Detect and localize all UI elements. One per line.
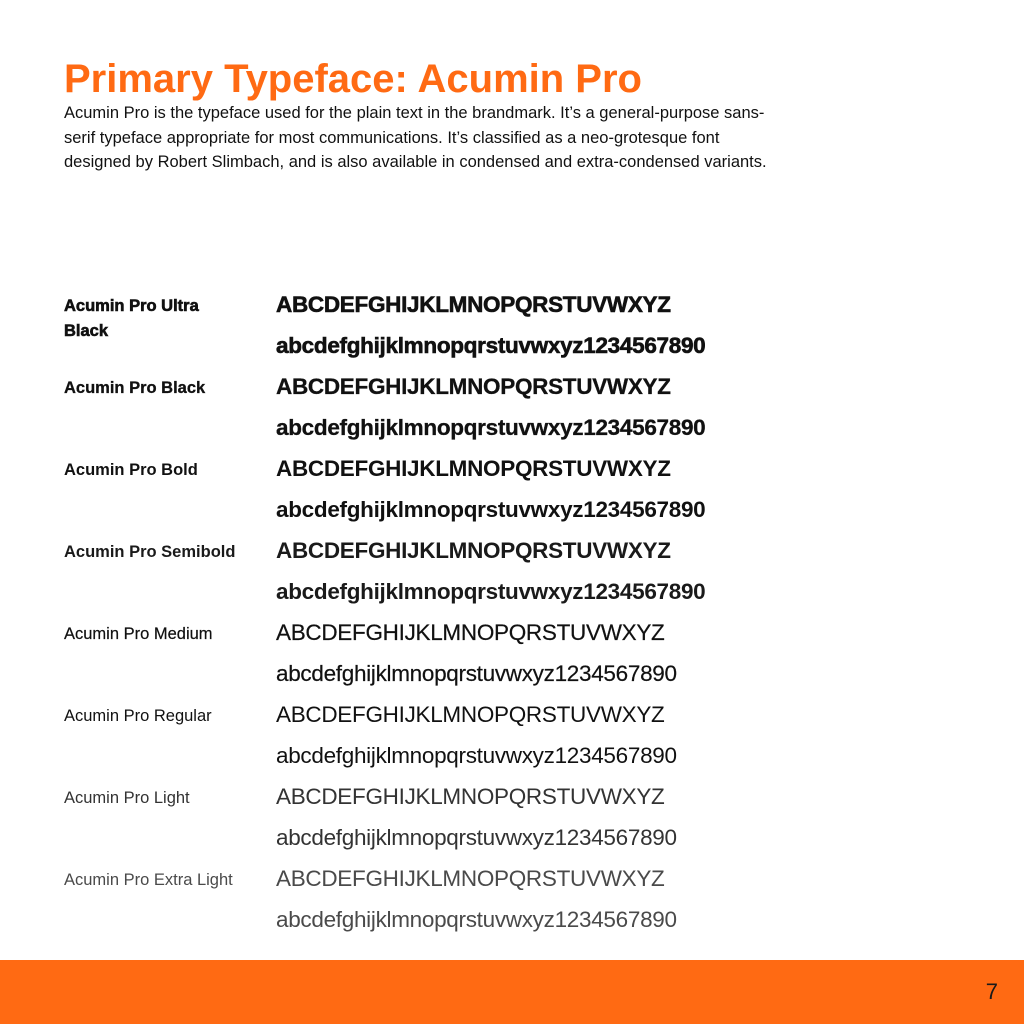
weight-label: Acumin Pro Bold	[64, 461, 198, 479]
weight-row-regular	[0, 702, 1024, 784]
lowercase-sample: abcdefghijklmnopqrstuvwxyz1234567890	[276, 497, 706, 522]
weight-label: Acumin Pro Medium	[64, 625, 213, 643]
page-title: Primary Typeface: Acumin Pro	[64, 57, 642, 101]
weight-label: Acumin Pro Light	[64, 789, 190, 807]
uppercase-sample: ABCDEFGHIJKLMNOPQRSTUVWXYZ	[276, 866, 665, 891]
page-number: 7	[985, 979, 998, 1004]
uppercase-sample: ABCDEFGHIJKLMNOPQRSTUVWXYZ	[276, 292, 671, 317]
lowercase-sample: abcdefghijklmnopqrstuvwxyz1234567890	[276, 333, 706, 358]
lowercase-sample: abcdefghijklmnopqrstuvwxyz1234567890	[276, 825, 677, 850]
uppercase-sample: ABCDEFGHIJKLMNOPQRSTUVWXYZ	[276, 456, 671, 481]
weight-label: Acumin Pro Regular	[64, 707, 212, 725]
uppercase-sample: ABCDEFGHIJKLMNOPQRSTUVWXYZ	[276, 374, 671, 399]
weight-label: Acumin Pro Extra Light	[64, 871, 233, 889]
weight-label: Acumin Pro Ultra Black	[64, 297, 199, 340]
lowercase-sample: abcdefghijklmnopqrstuvwxyz1234567890	[276, 907, 677, 932]
weight-row-black	[0, 374, 1024, 456]
weight-row-medium	[0, 620, 1024, 702]
intro-paragraph: Acumin Pro is the typeface used for the plain text in the brandmark. It’s a general-purpose sans-serif typeface appropriate for most communications. It’s classified as a neo-grotesque font designed by Robert Slimbach, and is also available in condensed and extra-condensed variants.	[64, 104, 767, 171]
lowercase-sample: abcdefghijklmnopqrstuvwxyz1234567890	[276, 415, 706, 440]
weight-row-light	[0, 784, 1024, 866]
footer-bar	[0, 960, 1024, 1024]
lowercase-sample: abcdefghijklmnopqrstuvwxyz1234567890	[276, 743, 677, 768]
weight-label: Acumin Pro Semibold	[64, 543, 236, 561]
uppercase-sample: ABCDEFGHIJKLMNOPQRSTUVWXYZ	[276, 620, 665, 645]
weight-label: Acumin Pro Black	[64, 379, 206, 397]
uppercase-sample: ABCDEFGHIJKLMNOPQRSTUVWXYZ	[276, 784, 665, 809]
weight-row-ultra-black	[0, 292, 1024, 374]
weight-row-bold	[0, 456, 1024, 538]
lowercase-sample: abcdefghijklmnopqrstuvwxyz1234567890	[276, 661, 677, 686]
weight-row-semibold	[0, 538, 1024, 620]
weight-row-extra-light	[0, 866, 1024, 948]
uppercase-sample: ABCDEFGHIJKLMNOPQRSTUVWXYZ	[276, 538, 671, 563]
uppercase-sample: ABCDEFGHIJKLMNOPQRSTUVWXYZ	[276, 702, 665, 727]
lowercase-sample: abcdefghijklmnopqrstuvwxyz1234567890	[276, 579, 706, 604]
